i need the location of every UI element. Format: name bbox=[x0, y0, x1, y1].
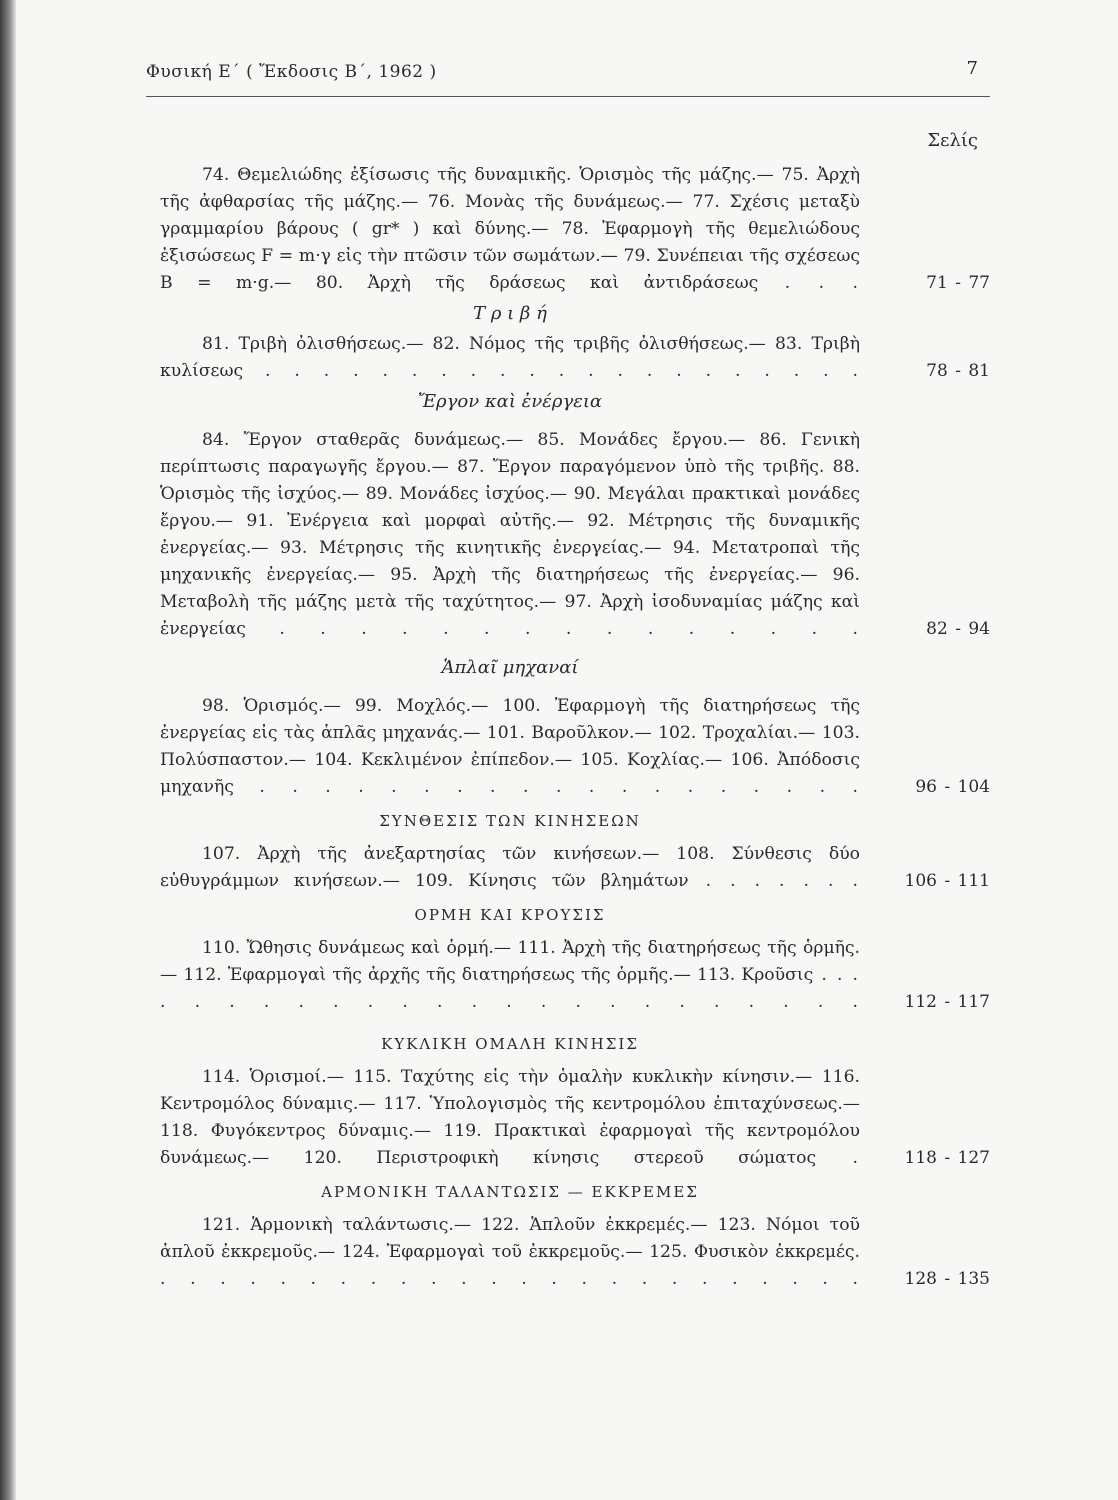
leader-dots: . . . . . . . bbox=[688, 871, 860, 891]
leader-dots: . . . bbox=[758, 273, 860, 293]
leader-dots: . . . . . . . . . . . . . . . . . . . . . bbox=[243, 361, 860, 381]
entry-text: 110. Ὤθησις δυνάμεως καὶ ὁρμή.— 111. Ἀρχὴ τῆς διατηρήσεως τῆς ὁρμῆς.— 112. Ἐφαρμογαὶ τῆς ἀρχῆς τῆς διατηρήσεως τῆς ὁρμῆς.— 113. Κροῦσις bbox=[160, 938, 860, 985]
section-heading: ΣΥΝΘΕΣΙΣ ΤΩΝ ΚΙΝΗΣΕΩΝ bbox=[379, 812, 641, 830]
leader-dots: . . . . . . . . . . . . . . . bbox=[245, 619, 860, 639]
entry-pages: 78 - 81 bbox=[926, 361, 990, 381]
subsection-heading: Τ ρ ι β ή bbox=[473, 303, 547, 324]
entry-text: 84. Ἔργον σταθερᾶς δυνάμεως.— 85. Μονάδες ἔργου.— 86. Γενικὴ περίπτωσις παραγωγῆς ἔργου.— 87. Ἔργον παραγόμενον ὑπὸ τῆς τριβῆς. 88. Ὁρισμὸς τῆς ἰσχύος.— 89. Μονάδες ἰσχύος.— 90. Μεγάλαι πρακτικαὶ μονάδες ἔργου.— 91. Ἐνέργεια καὶ μορφαὶ αὐτῆς.— 92. Μέτρησις τῆς δυναμικῆς ἐνεργείας.— 93. Μέτρησις τῆς κινητικῆς ἐνεργείας.— 94. Μετατροπαὶ τῆς μηχανικῆς ἐνεργείας.— 95. Ἀρχὴ τῆς διατηρήσεως τῆς ἐνεργείας.— 96. Μεταβολὴ τῆς μάζης μετὰ τῆς ταχύτητος.— 97. Ἀρχὴ ἰσοδυναμίας μάζης καὶ ἐνεργείας bbox=[160, 430, 860, 639]
entry-pages: 112 - 117 bbox=[904, 992, 990, 1012]
header-rule bbox=[146, 96, 990, 97]
toc-entry bbox=[160, 331, 990, 385]
toc-entry bbox=[160, 841, 990, 895]
subsection-heading: Ἁπλαῖ μηχαναί bbox=[441, 657, 579, 678]
toc-entry bbox=[160, 1064, 990, 1172]
entry-pages: 96 - 104 bbox=[915, 777, 990, 797]
toc-entry bbox=[160, 1212, 990, 1293]
page-number: 7 bbox=[966, 58, 978, 79]
leader-dots: . . . . . . . . . . . . . . . . . . . . . . . . bbox=[160, 965, 861, 1012]
table-of-contents bbox=[160, 130, 990, 1293]
entry-pages: 71 - 77 bbox=[926, 273, 990, 293]
entry-text: 114. Ὁρισμοί.— 115. Ταχύτης εἰς τὴν ὁμαλὴν κυκλικὴν κίνησιν.— 116. Κεντρομόλος δύναμις.— 117. Ὑπολογισμὸς τῆς κεντρομόλου ἐπιταχύνσεως.— 118. Φυγόκεντρος δύναμις.— 119. Πρακτικαὶ ἐφαρμογαὶ τῆς κεντρομόλου δυνάμεως.— 120. Περιστροφικὴ κίνησις στερεοῦ σώματος bbox=[160, 1067, 860, 1168]
leader-dots: . . . . . . . . . . . . . . . . . . . . . . . . bbox=[160, 1269, 860, 1289]
entry-text: 121. Ἁρμονικὴ ταλάντωσις.— 122. Ἁπλοῦν ἐκκρεμές.— 123. Νόμοι τοῦ ἁπλοῦ ἐκκρεμοῦς.— 124. Ἐφαρμογαὶ τοῦ ἐκκρεμοῦς.— 125. Φυσικὸν ἐκκρεμές. bbox=[160, 1215, 860, 1262]
toc-entry bbox=[160, 693, 990, 801]
leader-dots: . . . . . . . . . . . . . . . . . . . bbox=[233, 777, 860, 797]
section-heading: ΚΥΚΛΙΚΗ ΟΜΑΛΗ ΚΙΝΗΣΙΣ bbox=[381, 1035, 639, 1053]
entry-pages: 118 - 127 bbox=[904, 1148, 990, 1168]
leader-dots: . bbox=[816, 1148, 860, 1168]
book-title: Φυσική Ε΄ ( Ἔκδοσις Β΄, 1962 ) bbox=[146, 62, 437, 82]
entry-pages: 82 - 94 bbox=[926, 619, 990, 639]
book-spine-shadow bbox=[0, 0, 16, 1500]
entry-text: 81. Τριβὴ ὀλισθήσεως.— 82. Νόμος τῆς τριβῆς ὀλισθήσεως.— 83. Τριβὴ κυλίσεως bbox=[160, 334, 860, 381]
pages-column-heading: Σελίς bbox=[927, 130, 978, 151]
entry-pages: 106 - 111 bbox=[904, 871, 990, 891]
entry-text: 98. Ὁρισμός.— 99. Μοχλός.— 100. Ἐφαρμογὴ τῆς διατηρήσεως τῆς ἐνεργείας εἰς τὰς ἁπλᾶς μηχανάς.— 101. Βαροῦλκον.— 102. Τροχαλίαι.— 103. Πολύσπαστον.— 104. Κεκλιμένον ἐπίπεδον.— 105. Κοχλίας.— 106. Ἀπόδοσις μηχανῆς bbox=[160, 696, 860, 797]
toc-entry bbox=[160, 427, 990, 643]
entry-text: 74. Θεμελιώδης ἐξίσωσις τῆς δυναμικῆς. Ὁρισμὸς τῆς μάζης.— 75. Ἀρχὴ τῆς ἀφθαρσίας τῆς μάζης.— 76. Μονὰς τῆς δυνάμεως.— 77. Σχέσις μεταξὺ γραμμαρίου βάρους ( gr* ) καὶ δύνης.— 78. Ἐφαρμογὴ τῆς θεμελιώδους ἐξισώσεως F = m·γ εἰς τὴν πτῶσιν τῶν σωμάτων.— 79. Συνέπειαι τῆς σχέσεως B = m·g.— 80. Ἀρχὴ τῆς δράσεως καὶ ἀντιδράσεως bbox=[160, 165, 860, 293]
entry-text: 107. Ἀρχὴ τῆς ἀνεξαρτησίας τῶν κινήσεων.— 108. Σύνθεσις δύο εὐθυγράμμων κινήσεων.— 109. Κίνησις τῶν βλημάτων bbox=[160, 844, 860, 891]
subsection-heading: Ἔργον καὶ ἐνέργεια bbox=[417, 391, 603, 412]
toc-entry bbox=[160, 162, 990, 297]
section-heading: ΑΡΜΟΝΙΚΗ ΤΑΛΑΝΤΩΣΙΣ — ΕΚΚΡΕΜΕΣ bbox=[321, 1183, 699, 1201]
section-heading: ΟΡΜΗ ΚΑΙ ΚΡΟΥΣΙΣ bbox=[414, 906, 606, 924]
entry-pages: 128 - 135 bbox=[904, 1269, 990, 1289]
toc-entry bbox=[160, 935, 990, 1016]
running-header bbox=[146, 58, 990, 92]
